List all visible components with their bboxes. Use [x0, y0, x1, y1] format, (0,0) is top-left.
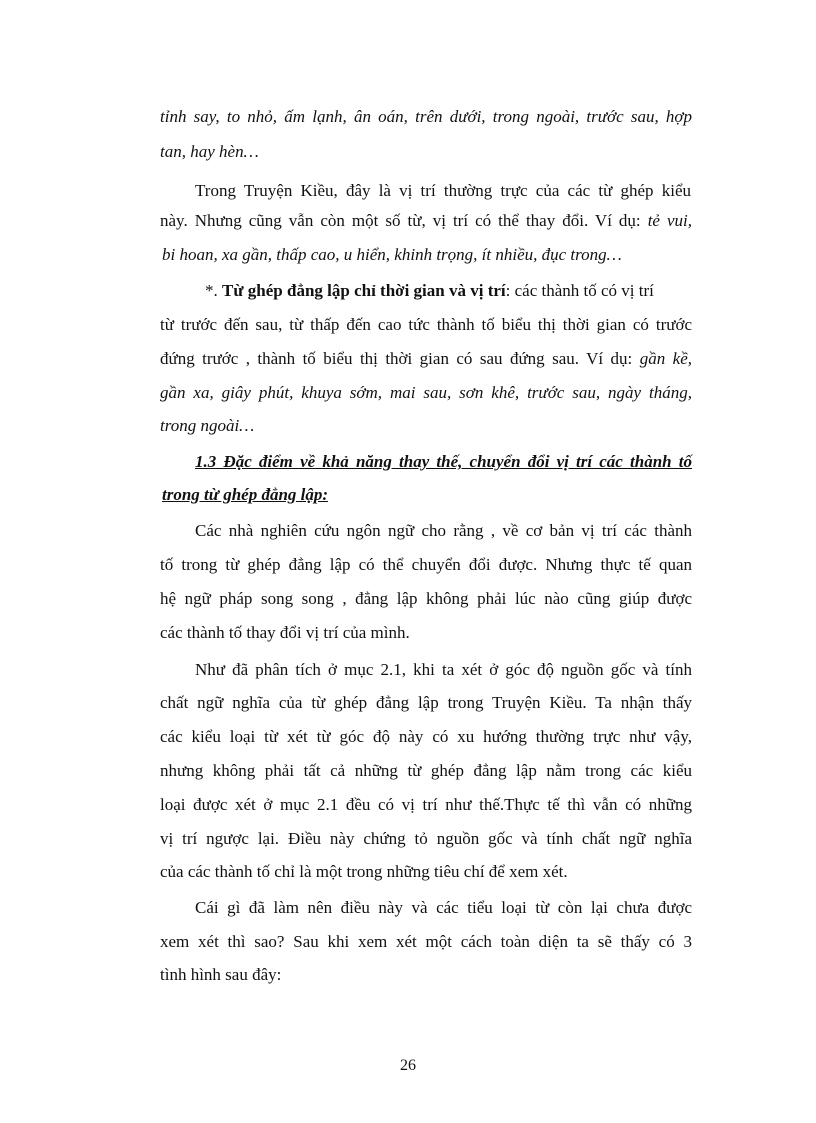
example-words: gần kề,: [639, 349, 692, 368]
text-line: tố trong từ ghép đẳng lập có thể chuyển đổi được. Nhưng thực tế quan: [160, 555, 692, 574]
page-number: 26: [400, 1057, 416, 1074]
text-line: vị trí ngược lại. Điều này chứng tỏ nguồn gốc và tính chất ngữ nghĩa: [160, 829, 692, 848]
text-segment: này. Nhưng cũng vẫn còn một số từ, vị trí có thể thay đổi. Ví dụ:: [160, 211, 648, 230]
text-line: tan, hay hèn…: [160, 142, 259, 161]
example-words: tẻ vui,: [647, 211, 692, 230]
text-line: gần xa, giây phút, khuya sớm, mai sau, sơn khê, trước sau, ngày tháng,: [160, 383, 692, 402]
text-line: từ trước đến sau, từ thấp đến cao tức thành tố biểu thị thời gian có trước: [160, 315, 692, 334]
text-line: trong ngoài…: [160, 416, 255, 435]
text-line: tình hình sau đây:: [160, 965, 282, 984]
text-line: Các nhà nghiên cứu ngôn ngữ cho rằng , về cơ bản vị trí các thành: [195, 521, 692, 540]
text-line: nhưng không phải tất cả những từ ghép đẳng lập nằm trong các kiểu: [160, 761, 692, 780]
text-line: của các thành tố chỉ là một trong những tiêu chí để xem xét.: [160, 862, 568, 881]
text-segment: : các thành tố có vị trí: [505, 281, 654, 300]
text-line: loại được xét ở mục 2.1 đều có vị trí như thế.Thực tế thì vẫn có những: [160, 795, 692, 814]
text-line: chất ngữ nghĩa của từ ghép đẳng lập trong Truyện Kiều. Ta nhận thấy: [160, 693, 692, 712]
text-line: [0, 210, 692, 232]
section-heading: 1.3 Đặc điểm về khả năng thay thế, chuyển đổi vị trí các thành tố: [195, 452, 692, 471]
text-line: các thành tố thay đổi vị trí của mình.: [160, 623, 410, 642]
text-line: các kiểu loại từ xét từ góc độ này có xu hướng thường trực như vậy,: [160, 727, 692, 746]
text-line: hệ ngữ pháp song song , đẳng lập không phải lúc nào cũng giúp được: [160, 589, 692, 608]
text-line: [0, 348, 692, 370]
text-line: Trong Truyện Kiều, đây là vị trí thường trực của các từ ghép kiểu: [195, 181, 691, 200]
text-line: bi hoan, xa gần, thấp cao, u hiển, khinh trọng, ít nhiều, đục trong…: [162, 245, 622, 264]
bold-term: Từ ghép đẳng lập chỉ thời gian và vị trí: [222, 281, 506, 300]
text-line: tỉnh say, to nhỏ, ấm lạnh, ân oán, trên dưới, trong ngoài, trước sau, hợp: [160, 107, 692, 126]
text-line: [0, 280, 816, 302]
text-line: Như đã phân tích ở mục 2.1, khi ta xét ở góc độ nguồn gốc và tính: [195, 660, 692, 679]
section-heading: trong từ ghép đẳng lập:: [162, 485, 329, 504]
text-line: Cái gì đã làm nên điều này và các tiểu loại từ còn lại chưa được: [195, 898, 692, 917]
text-line: xem xét thì sao? Sau khi xem xét một cách toàn diện ta sẽ thấy có 3: [160, 932, 692, 951]
text-segment: đứng trước , thành tố biểu thị thời gian có sau đứng sau. Ví dụ:: [160, 349, 640, 368]
text-segment: *.: [205, 281, 222, 300]
